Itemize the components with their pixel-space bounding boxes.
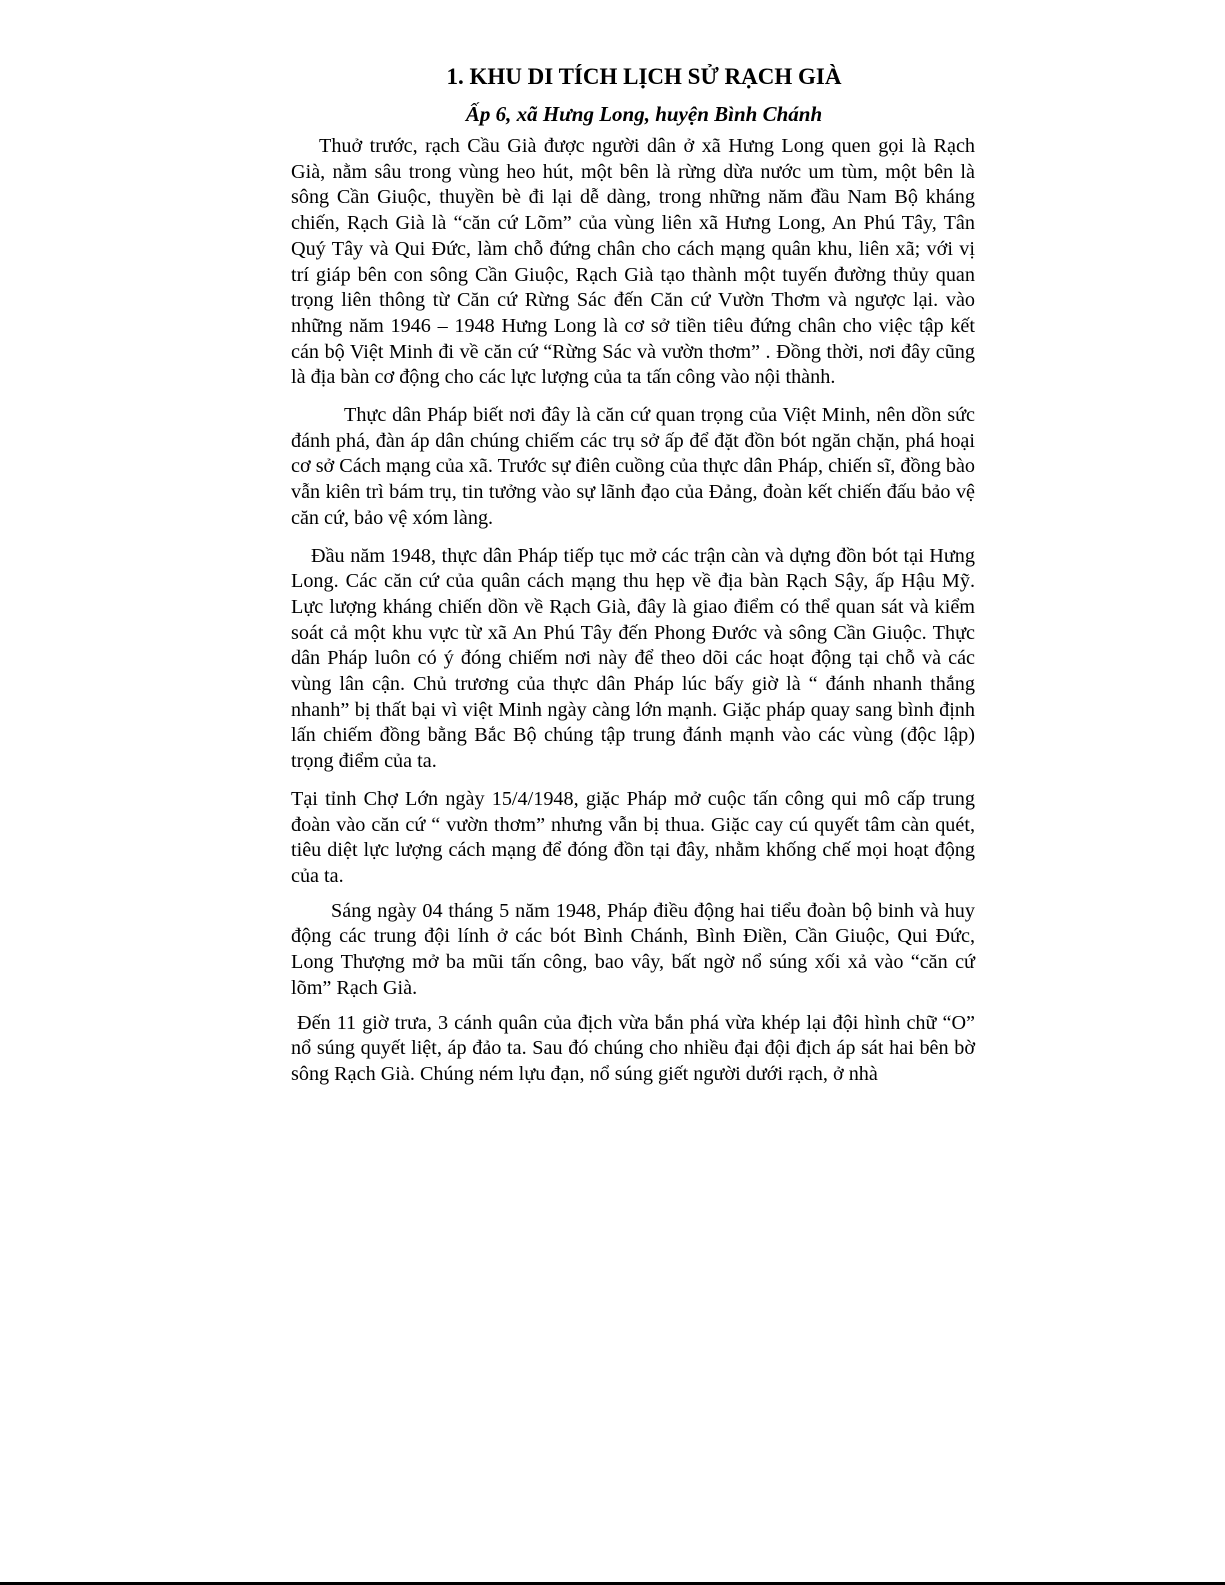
paragraph-5: Sáng ngày 04 tháng 5 năm 1948, Pháp điều động hai tiểu đoàn bộ binh và huy động các trung đội lính ở các bót Bình Chánh, Bình Điền, Cần Giuộc, Qui Đức, Long Thượng mở ba mũi tấn công, bao vây, bất ngờ nổ súng xối xả vào “căn cứ lõm” Rạch Già. bbox=[291, 899, 975, 999]
document-body bbox=[291, 62, 975, 1097]
paragraph-3: Đầu năm 1948, thực dân Pháp tiếp tục mở các trận càn và dựng đồn bót tại Hưng Long. Các căn cứ của quân cách mạng thu hẹp về địa bàn Rạch Sậy, ấp Hậu Mỹ. Lực lượng kháng chiến dồn về Rạch Già, đây là giao điểm có thể quan sát và kiểm soát cả một khu vực từ xã An Phú Tây đến Phong Đước và sông Cần Giuộc. Thực dân Pháp luôn có ý đóng chiếm nơi này để theo dõi các hoạt động tại chỗ và các vùng lân cận. Chủ trương của thực dân Pháp lúc bấy giờ là “ đánh nhanh thắng nhanh” bị thất bại vì việt Minh ngày càng lớn mạnh. Giặc pháp quay sang bình định lấn chiếm đồng bằng Bắc Bộ chúng tập trung đánh mạnh vào các vùng (độc lập) trọng điểm của ta. bbox=[291, 544, 975, 773]
page-subtitle: Ấp 6, xã Hưng Long, huyện Bình Chánh bbox=[465, 102, 823, 126]
paragraph-1: Thuở trước, rạch Cầu Già được người dân ở xã Hưng Long quen gọi là Rạch Già, nằm sâu trong vùng heo hút, một bên là rừng dừa nước um tùm, một bên là sông Cần Giuộc, thuyền bè đi lại dễ dàng, trong những năm đầu Nam Bộ kháng chiến, Rạch Già là “căn cứ Lõm” của vùng liên xã Hưng Long, An Phú Tây, Tân Quý Tây và Qui Đức, làm chỗ đứng chân cho cách mạng quân khu, liên xã; với vị trí giáp bên con sông Cần Giuộc, Rạch Già tạo thành một tuyến đường thủy quan trọng liên thông từ Căn cứ Rừng Sác đến Căn cứ Vườn Thơm và ngược lại. vào những năm 1946 – 1948 Hưng Long là cơ sở tiền tiêu đứng chân cho việc tập kết cán bộ Việt Minh đi về căn cứ “Rừng Sác và vườn thơm” . Đồng thời, nơi đây cũng là địa bàn cơ động cho các lực lượng của ta tấn công vào nội thành. bbox=[291, 135, 975, 389]
paragraph-4: Tại tỉnh Chợ Lớn ngày 15/4/1948, giặc Pháp mở cuộc tấn công qui mô cấp trung đoàn vào căn cứ “ vườn thơm” nhưng vẫn bị thua. Giặc cay cú quyết tâm càn quét, tiêu diệt lực lượng cách mạng để đóng đồn tại đây, nhằm khống chế mọi hoạt động của ta. bbox=[291, 787, 975, 887]
paragraph-2: Thực dân Pháp biết nơi đây là căn cứ quan trọng của Việt Minh, nên dồn sức đánh phá, đàn áp dân chúng chiếm các trụ sở ấp để đặt đồn bót ngăn chặn, phá hoại cơ sở Cách mạng của xã. Trước sự điên cuồng của thực dân Pháp, chiến sĩ, đồng bào vẫn kiên trì bám trụ, tin tưởng vào sự lãnh đạo của Đảng, đoàn kết chiến đấu bảo vệ căn cứ, bảo vệ xóm làng. bbox=[291, 404, 975, 529]
page-title: 1. KHU DI TÍCH LỊCH SỬ RẠCH GIÀ bbox=[446, 64, 842, 89]
paragraph-6: Đến 11 giờ trưa, 3 cánh quân của địch vừa bắn phá vừa khép lại đội hình chữ “O” nổ súng quyết liệt, áp đảo ta. Sau đó chúng cho nhiều đại đội địch áp sát hai bên bờ sông Rạch Già. Chúng ném lựu đạn, nổ súng giết người dưới rạch, ở nhà bbox=[291, 1011, 975, 1085]
